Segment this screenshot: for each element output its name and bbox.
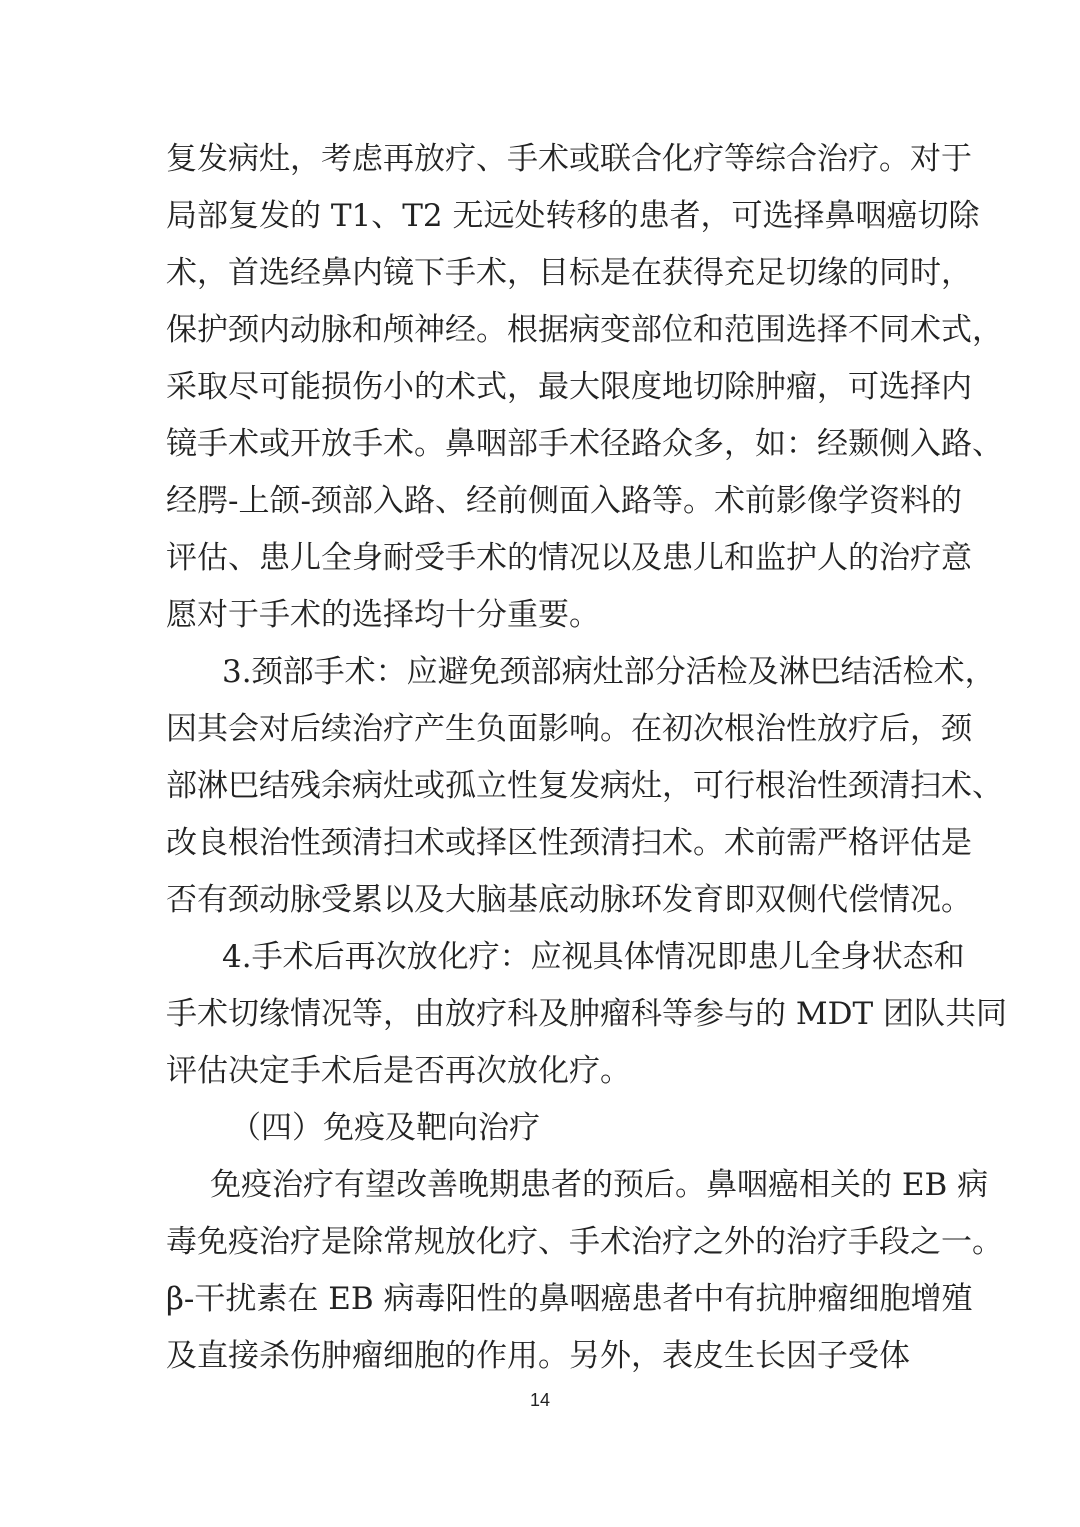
text-line: 评估、患儿全身耐受手术的情况以及患儿和监护人的治疗意 [166,540,972,576]
text-line: 毒免疫治疗是除常规放化疗、手术治疗之外的治疗手段之一。 [166,1224,1003,1260]
text-line: 因其会对后续治疗产生负面影响。在初次根治性放疗后，颈 [166,711,972,747]
text-line: 局部复发的 T1、T2 无远处转移的患者，可选择鼻咽癌切除 [166,198,980,234]
text-line: 镜手术或开放手术。鼻咽部手术径路众多，如：经颞侧入路、 [166,426,1003,462]
text-line: 愿对于手术的选择均十分重要。 [166,597,600,633]
text-line: 否有颈动脉受累以及大脑基底动脉环发育即双侧代偿情况。 [166,882,972,918]
section-3-line: 3.颈部手术：应避免颈部病灶部分活检及淋巴结活检术， [222,654,996,690]
section-heading: （四）免疫及靶向治疗 [230,1110,540,1146]
text-line: 免疫治疗有望改善晚期患者的预后。鼻咽癌相关的 EB 病 [210,1167,989,1203]
text-line: 及直接杀伤肿瘤细胞的作用。另外，表皮生长因子受体 [166,1338,910,1374]
text-line: 改良根治性颈清扫术或择区性颈清扫术。术前需严格评估是 [166,825,972,861]
text-line: 评估决定手术后是否再次放化疗。 [166,1053,631,1089]
text-line: 采取尽可能损伤小的术式，最大限度地切除肿瘤，可选择内 [166,369,972,405]
text-line: 经腭-上颌-颈部入路、经前侧面入路等。术前影像学资料的 [166,483,962,519]
text-line: 部淋巴结残余病灶或孤立性复发病灶，可行根治性颈清扫术、 [166,768,1003,804]
text-line: 保护颈内动脉和颅神经。根据病变部位和范围选择不同术式， [166,312,1003,348]
text-line: 复发病灶，考虑再放疗、手术或联合化疗等综合治疗。对于 [166,141,972,177]
text-line: 术，首选经鼻内镜下手术，目标是在获得充足切缘的同时， [166,255,972,291]
text-line: 手术切缘情况等，由放疗科及肿瘤科等参与的 MDT 团队共同 [166,996,1007,1032]
text-line: β-干扰素在 EB 病毒阳性的鼻咽癌患者中有抗肿瘤细胞增殖 [166,1281,973,1317]
section-4-line: 4.手术后再次放化疗：应视具体情况即患儿全身状态和 [222,939,965,975]
page-number: 14 [529,1390,551,1410]
